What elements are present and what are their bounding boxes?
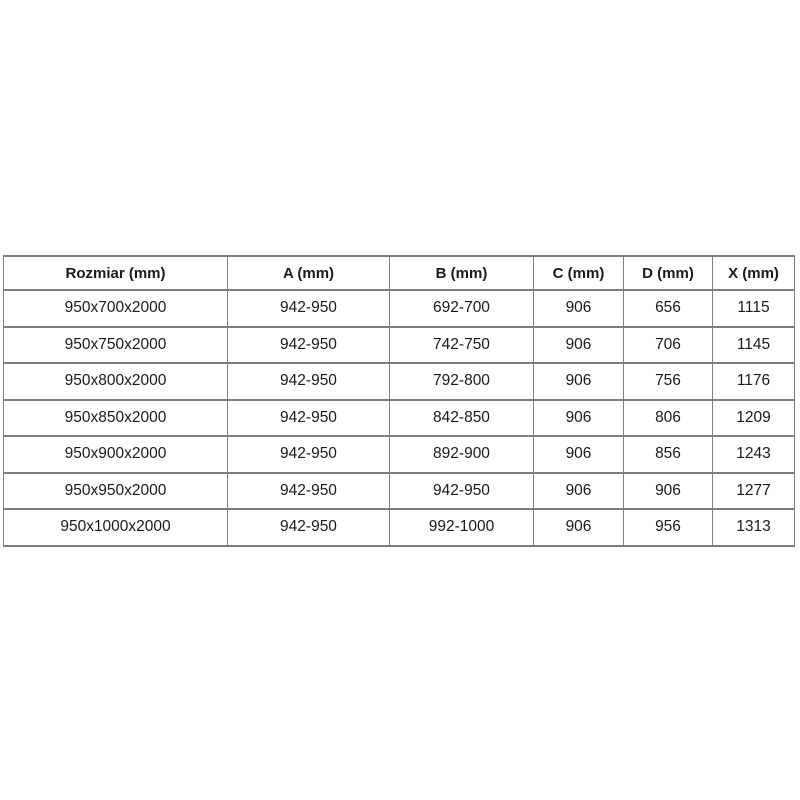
- table-cell: 942-950: [228, 290, 390, 327]
- table-cell: 942-950: [228, 509, 390, 546]
- table-cell: 1176: [713, 363, 795, 400]
- column-header: B (mm): [390, 256, 534, 290]
- table-cell: 906: [534, 509, 624, 546]
- table-cell: 942-950: [228, 436, 390, 473]
- table-row: [4, 473, 795, 510]
- table-row: [4, 363, 795, 400]
- dimensions-table: [3, 255, 795, 547]
- table-cell: 906: [534, 290, 624, 327]
- table-cell: 942-950: [228, 363, 390, 400]
- table-cell: 906: [534, 400, 624, 437]
- table-cell: 942-950: [390, 473, 534, 510]
- table-cell: 842-850: [390, 400, 534, 437]
- table-body: [4, 290, 795, 546]
- table-row: [4, 509, 795, 546]
- column-header: D (mm): [624, 256, 713, 290]
- table-cell: 706: [624, 327, 713, 364]
- table-cell: 1277: [713, 473, 795, 510]
- column-header: Rozmiar (mm): [4, 256, 228, 290]
- table-cell: 906: [534, 363, 624, 400]
- table-row: [4, 327, 795, 364]
- table-cell: 942-950: [228, 400, 390, 437]
- table-cell: 906: [534, 327, 624, 364]
- table-row: [4, 290, 795, 327]
- table-row: [4, 436, 795, 473]
- table-cell: 1209: [713, 400, 795, 437]
- table-cell: 950x850x2000: [4, 400, 228, 437]
- table-head: [4, 256, 795, 290]
- table-cell: 950x900x2000: [4, 436, 228, 473]
- table-row: [4, 400, 795, 437]
- column-header: A (mm): [228, 256, 390, 290]
- table-cell: 792-800: [390, 363, 534, 400]
- table-cell: 656: [624, 290, 713, 327]
- table-cell: 956: [624, 509, 713, 546]
- table-cell: 1145: [713, 327, 795, 364]
- table-cell: 950x950x2000: [4, 473, 228, 510]
- table-cell: 950x800x2000: [4, 363, 228, 400]
- table-cell: 992-1000: [390, 509, 534, 546]
- table-cell: 906: [624, 473, 713, 510]
- dimensions-table-container: [3, 255, 794, 547]
- table-cell: 906: [534, 436, 624, 473]
- table-cell: 906: [534, 473, 624, 510]
- table-cell: 1313: [713, 509, 795, 546]
- table-cell: 942-950: [228, 327, 390, 364]
- table-cell: 1115: [713, 290, 795, 327]
- table-cell: 756: [624, 363, 713, 400]
- table-cell: 742-750: [390, 327, 534, 364]
- table-cell: 942-950: [228, 473, 390, 510]
- table-cell: 856: [624, 436, 713, 473]
- table-cell: 692-700: [390, 290, 534, 327]
- table-cell: 950x1000x2000: [4, 509, 228, 546]
- table-cell: 950x700x2000: [4, 290, 228, 327]
- table-cell: 892-900: [390, 436, 534, 473]
- table-cell: 806: [624, 400, 713, 437]
- table-cell: 1243: [713, 436, 795, 473]
- table-cell: 950x750x2000: [4, 327, 228, 364]
- table-header-row: [4, 256, 795, 290]
- column-header: X (mm): [713, 256, 795, 290]
- column-header: C (mm): [534, 256, 624, 290]
